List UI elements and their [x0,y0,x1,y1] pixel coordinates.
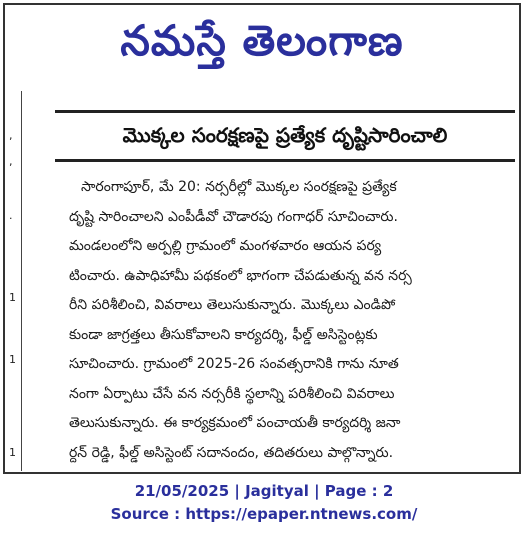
strip-mark: , [9,129,13,142]
article-line: సారంగాపూర్, మే 20: నర్సరీల్లో మొక్కల సంరక్షణపై ప్రత్యేక [81,179,397,195]
clipping-date-info: 21/05/2025 | Jagityal | Page : 2 [134,482,394,500]
strip-mark: 1 [9,353,16,366]
strip-mark: . [9,209,13,222]
article-line: కుండా జాగ్రత్తలు తీసుకోవాలని కార్యదర్శి, ఫీల్డ్ అసిస్టెంట్లకు [69,326,378,343]
headline: మొక్కల సంరక్షణపై ప్రత్యేక దృష్టిసారించాలి [122,123,448,147]
article-line: తెలుసుకున్నారు. ఈ కార్యక్రమంలో పంచాయతీ కార్యదర్శి జనా [69,415,401,431]
article-line: నంగా ఏర్పాటు చేసే వన నర్సరీకి స్థలాన్ని పరిశీలించి వివరాలు [69,385,395,402]
article-line: సూచించారు. గ్రామంలో 2025-26 సంవత్సరానికి గాను నూత [69,356,399,372]
strip-mark: 1 [9,291,16,304]
clipping-frame [3,3,521,474]
article-line: టించారు. ఉపాధిహామీ పథకంలో భాగంగా చేపడుతున్న వన నర్స [69,267,412,284]
article-line: మండలంలోని అర్పల్లి గ్రామంలో మంగళవారం ఆయన పర్య [69,238,382,254]
headline-rule-bottom [55,159,515,162]
headline-box [55,110,515,162]
masthead [5,5,519,85]
source-link[interactable]: Source : https://epaper.ntnews.com/ [110,505,418,523]
article-line: రీని పరిశీలించి, వివరాలు తెలుసుకున్నారు. మొక్కలు ఎండిపో [69,297,396,313]
strip-mark: 1 [9,446,16,459]
adjacent-column-strip [5,91,22,471]
headline-rule-top [55,110,515,113]
article-line: దృష్టి సారించాలని ఎంపీడీవో చౌడారపు గంగాధర్ సూచించారు. [69,208,398,225]
newspaper-logo: నమస్తే తెలంగాణ [120,16,404,65]
strip-mark: , [9,155,13,168]
article-line: ర్దన్ రెడ్డి, ఫీల్డ్ అసిస్టెంట్ సదానందం, తదితరులు పాల్గొన్నారు. [69,444,394,461]
article-body [69,173,509,468]
